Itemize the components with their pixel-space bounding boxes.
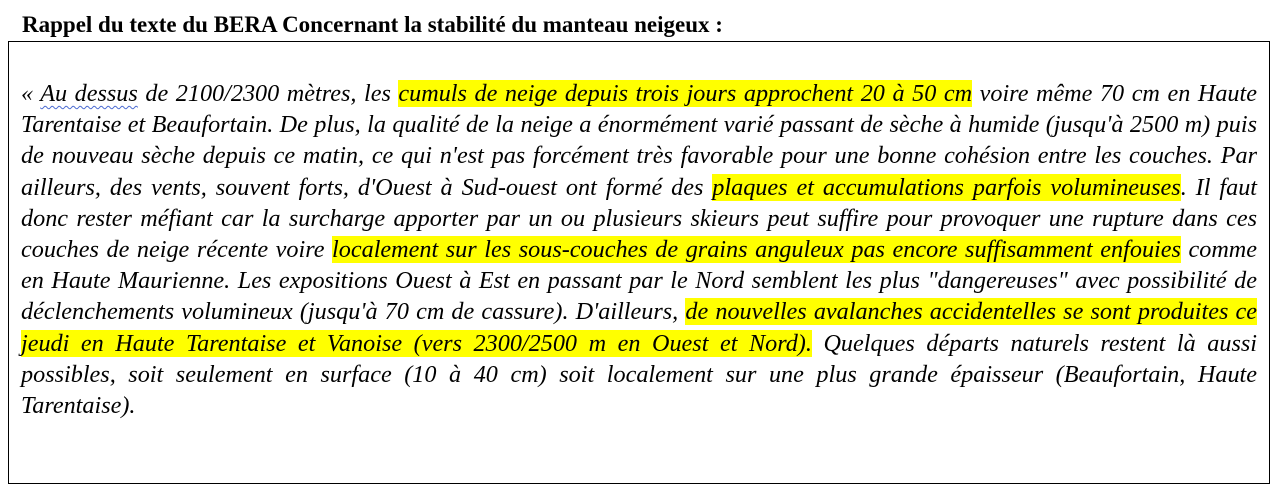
highlighted-phrase: cumuls de neige depuis trois jours approchent 20 à 50 cm [398, 80, 973, 107]
quote-segment: voire même 70 cm en Haute Tarentaise et Beaufortain. De plus, la qualité de la neige a énormément varié passant de sèche à humide (jusqu'à 2500 m) puis de nouveau sèche depuis ce matin, ce qui n'est pas forcément très favorable pour une bonne cohésion entre les couches. Par ailleurs, des vents, souvent forts, d'Ouest à Sud-ouest ont formé des [21, 80, 1257, 201]
highlighted-phrase: de nouvelles avalanches accidentelles se sont produites ce jeudi en Haute Tarentaise et Vanoise (vers 2300/2500 m en Ouest et Nord). [21, 298, 1258, 357]
quote-segment: Quelques départs naturels restent là aussi possibles, soit seulement en surface (10 à 40 cm) soit localement sur une plus grande épaisseur (Beaufortain, Haute Tarentaise). [21, 329, 1257, 420]
highlighted-phrase: localement sur les sous-couches de grains anguleux pas encore suffisamment enfouies [332, 236, 1181, 264]
quote-segment: comme en Haute Maurienne. Les expositions Ouest à Est en passant par le Nord semblent les plus "dangereuses" avec possibilité de déclenchements volumineux (jusqu'à 70 cm de cassure). D'ailleurs, [21, 236, 1258, 326]
quote-segment: de 2100/2300 mètres, les [137, 80, 399, 107]
quote-segment: . Il faut donc rester méfiant car la surcharge apporter par un ou plusieurs skieurs peut suffire pour provoquer une rupture dans ces couches de neige récente voire [21, 173, 1258, 264]
quote-segment: « [21, 80, 41, 107]
highlighted-phrase: plaques et accumulations parfois volumineuses [712, 173, 1181, 201]
spellcheck-flagged-word: Au dessus [40, 80, 138, 107]
bulletin-quote [21, 78, 1257, 421]
page-title: Rappel du texte du BERA Concernant la stabilité du manteau neigeux : [22, 12, 723, 37]
